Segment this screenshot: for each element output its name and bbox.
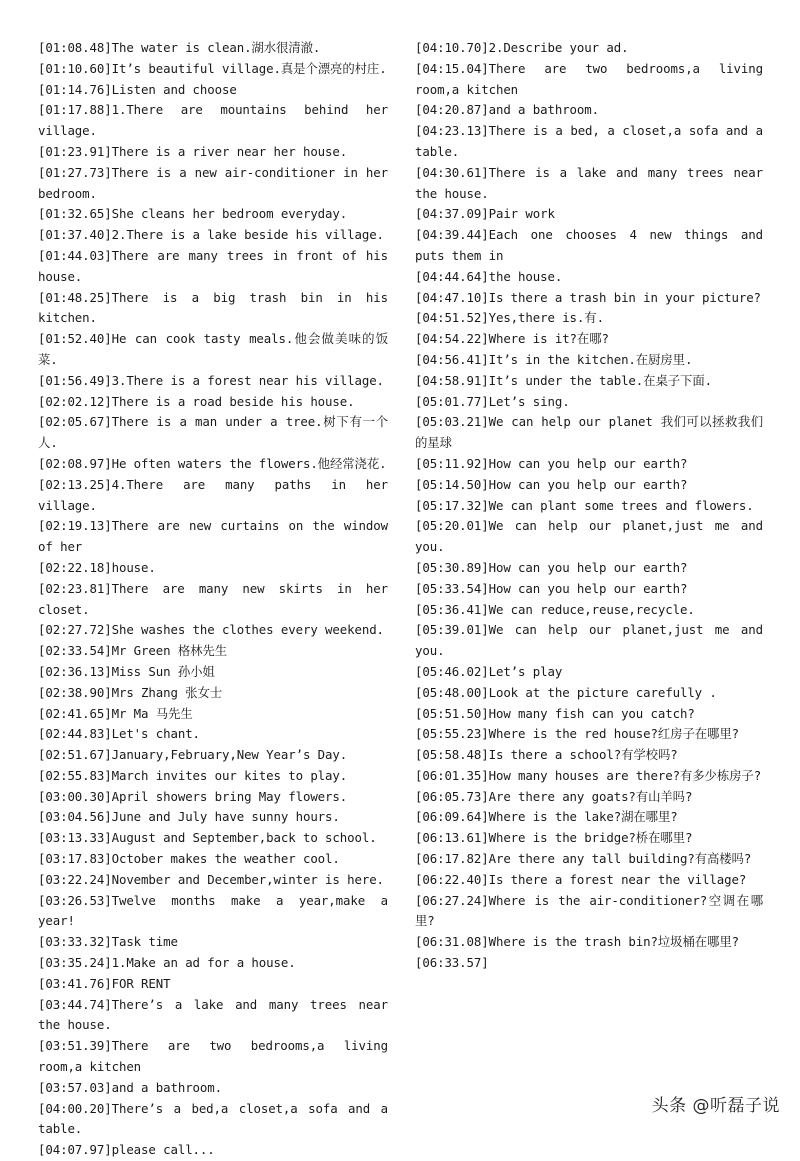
lyric-line: [01:23.91]There is a river near her house. (38, 143, 348, 159)
watermark: 头条 @听磊子说 (651, 1096, 780, 1116)
lyric-line: [05:14.50]How can you help our earth? (415, 476, 688, 492)
lyric-line: [04:56.41]It’s in the kitchen.在厨房里. (415, 351, 693, 367)
lyric-line: [01:44.03]There are many trees in front of his house. (38, 247, 388, 284)
lyric-line: [06:27.24]Where is the air-conditioner?空调在哪里? (415, 892, 763, 929)
lyric-line: [05:55.23]Where is the red house?红房子在哪里? (415, 726, 739, 742)
lyric-line: [04:44.64]the house. (415, 268, 563, 284)
lyric-line: [04:10.70]2.Describe your ad. (415, 40, 629, 55)
lyric-line: [04:15.04]There are two bedrooms,a living room,a kitchen (415, 60, 763, 97)
lyric-line: [01:14.76]Listen and choose (38, 81, 237, 97)
lyric-line: [04:37.09]Pair work (415, 206, 555, 222)
lyric-line: [02:05.67]There is a man under a tree.树下有一个人. (38, 414, 388, 451)
lyric-line: [01:52.40]He can cook tasty meals.他会做美味的饭菜. (38, 331, 388, 367)
lyric-line: [05:36.41]We can reduce,reuse,recycle. (415, 601, 695, 617)
lyric-line: [05:17.32]We can plant some trees and flowers. (415, 497, 754, 513)
lyric-line: [04:07.97]please call... (38, 1142, 215, 1158)
lyric-line: [05:58.48]Is there a school?有学校吗? (415, 747, 678, 763)
lyric-line: [01:37.40]2.There is a lake beside his village. (38, 227, 384, 243)
lyric-line: [03:26.53]Twelve months make a year,make a year! (38, 892, 388, 929)
lyric-line: [02:22.18]house. (38, 559, 156, 575)
lyric-line: [04:58.91]It’s under the table.在桌子下面. (415, 372, 712, 388)
lyric-line: [03:44.74]There’s a lake and many trees near the house. (38, 996, 388, 1033)
lyric-line: [06:22.40]Is there a forest near the village? (415, 871, 747, 887)
lyric-line: [03:41.76]FOR RENT (38, 975, 171, 991)
lyric-line: [01:08.48]The water is clean.湖水很清澈. (38, 40, 321, 55)
lyric-line: [03:04.56]June and July have sunny hours. (38, 809, 340, 825)
lyric-line: [05:20.01]We can help our planet,just me and you. (415, 518, 763, 555)
lyric-line: [04:47.10]Is there a trash bin in your picture? (415, 289, 761, 305)
lyric-line: [03:13.33]August and September,back to school. (38, 830, 377, 846)
lyric-line: [03:22.24]November and December,winter is here. (38, 871, 384, 887)
lyric-line: [05:33.54]How can you help our earth? (415, 580, 688, 596)
lyric-line: [01:10.60]It’s beautiful village.真是个漂亮的村庄. (38, 60, 387, 76)
lyric-line: [02:44.83]Let's chant. (38, 726, 200, 742)
lyric-line: [02:13.25]4.There are many paths in her village. (38, 476, 388, 513)
lyric-line: [02:41.65]Mr Ma 马先生 (38, 705, 193, 721)
lyric-line: [06:17.82]Are there any tall building?有高楼吗? (415, 851, 752, 867)
lyric-line: [05:30.89]How can you help our earth? (415, 559, 688, 575)
lyric-line: [02:02.12]There is a road beside his house. (38, 393, 355, 409)
lyric-line: [02:51.67]January,February,New Year’s Day. (38, 747, 348, 763)
lyric-line: [02:38.90]Mrs Zhang 张女士 (38, 684, 223, 700)
lyric-line: [03:17.83]October makes the weather cool. (38, 851, 340, 867)
lyric-line: [05:48.00]Look at the picture carefully . (415, 684, 717, 700)
lyric-line: [04:00.20]There’s a bed,a closet,a sofa and a table. (38, 1100, 388, 1137)
lyric-line: [02:33.54]Mr Green 格林先生 (38, 643, 227, 659)
lyric-line: [04:54.22]Where is it?在哪? (415, 331, 609, 347)
lyric-line: [03:33.32]Task time (38, 934, 178, 950)
lyric-line: [04:23.13]There is a bed, a closet,a sofa and a table. (415, 123, 763, 159)
lyric-line: [06:31.08]Where is the trash bin?垃圾桶在哪里? (415, 934, 739, 950)
lyrics-column-right (415, 38, 763, 974)
lyrics-column-left (38, 38, 388, 1161)
lyric-line: [02:23.81]There are many new skirts in her closet. (38, 580, 388, 617)
lyric-line: [01:32.65]She cleans her bedroom everyday. (38, 206, 348, 222)
lyric-line: [05:39.01]We can help our planet,just me and you. (415, 622, 763, 659)
lyric-line: [04:20.87]and a bathroom. (415, 102, 599, 118)
lyric-line: [01:48.25]There is a big trash bin in his kitchen. (38, 289, 388, 326)
lyric-line: [05:51.50]How many fish can you catch? (415, 705, 695, 721)
lyric-line: [04:30.61]There is a lake and many trees near the house. (415, 164, 763, 201)
lyric-line: [06:13.61]Where is the bridge?桥在哪里? (415, 830, 693, 846)
lyric-line: [05:01.77]Let’s sing. (415, 393, 570, 409)
lyric-line: [02:55.83]March invites our kites to play. (38, 767, 348, 783)
lyric-line: [01:17.88]1.There are mountains behind her village. (38, 102, 388, 139)
lyric-line: [02:08.97]He often waters the flowers.他经常浇花. (38, 455, 387, 471)
lyric-line: [03:35.24]1.Make an ad for a house. (38, 955, 296, 971)
lyric-line: [05:46.02]Let’s play (415, 663, 563, 679)
lyric-line: [06:33.57] (415, 955, 489, 971)
lyric-line: [06:05.73]Are there any goats?有山羊吗? (415, 788, 693, 804)
lyric-line: [06:09.64]Where is the lake?湖在哪里? (415, 809, 678, 825)
lyric-line: [02:36.13]Miss Sun 孙小姐 (38, 663, 215, 679)
lyric-line: [04:39.44]Each one chooses 4 new things and puts them in (415, 227, 763, 263)
lyric-line: [06:01.35]How many houses are there?有多少栋房子? (415, 767, 762, 783)
lyric-line: [02:19.13]There are new curtains on the window of her (38, 518, 388, 555)
lyric-line: [05:03.21]We can help our planet 我们可以拯救我们的星球 (415, 414, 763, 451)
lyric-line: [05:11.92]How can you help our earth? (415, 455, 688, 471)
lyric-line: [03:57.03]and a bathroom. (38, 1079, 222, 1095)
lyric-line: [02:27.72]She washes the clothes every weekend. (38, 622, 384, 638)
lyric-line: [01:56.49]3.There is a forest near his village. (38, 372, 384, 388)
lyric-line: [03:51.39]There are two bedrooms,a living room,a kitchen (38, 1038, 388, 1075)
lyric-line: [03:00.30]April showers bring May flowers. (38, 788, 348, 804)
lyric-line: [04:51.52]Yes,there is.有. (415, 310, 604, 326)
lyric-line: [01:27.73]There is a new air-conditioner in her bedroom. (38, 164, 388, 201)
